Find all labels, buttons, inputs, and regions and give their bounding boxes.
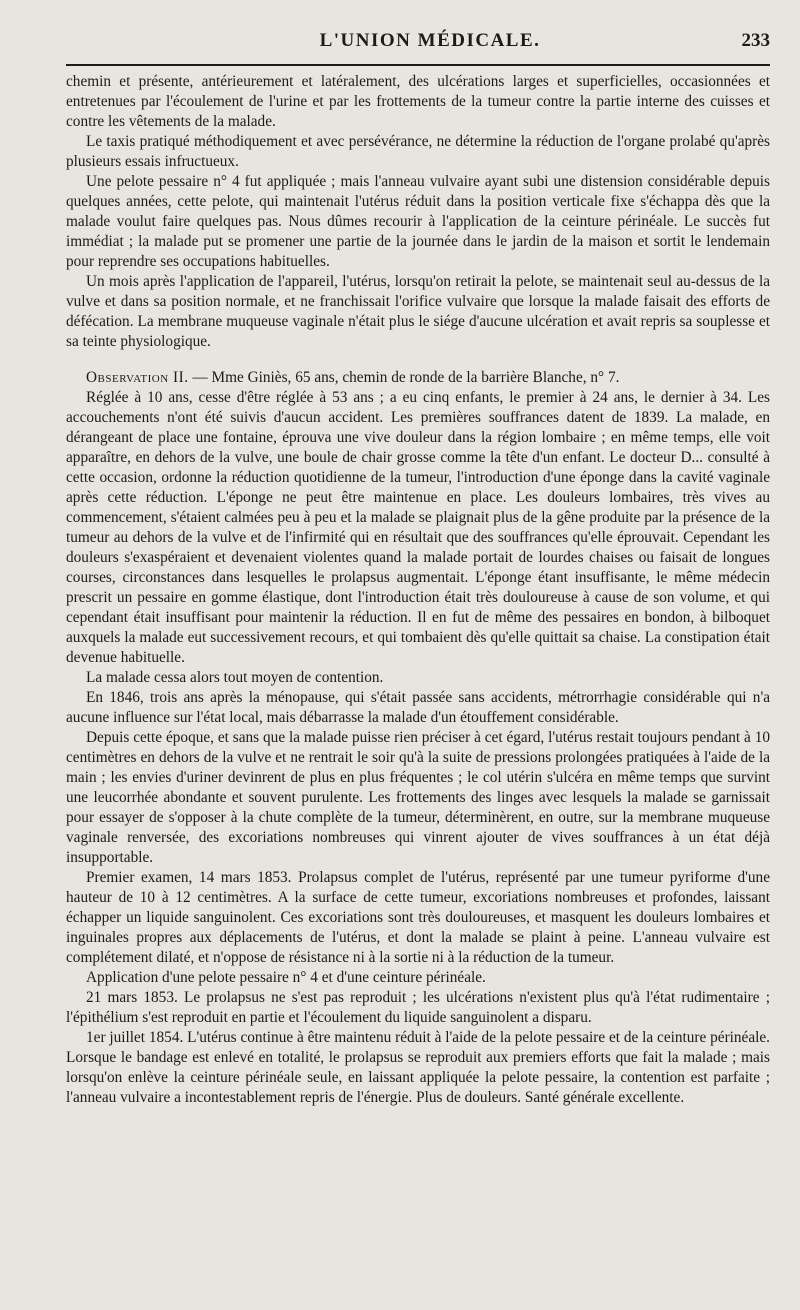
observation-intro: — Mme Giniès, 65 ans, chemin de ronde de la barrière Blanche, n° 7. bbox=[188, 369, 620, 386]
paragraph: Depuis cette époque, et sans que la malade puisse rien préciser à cet égard, l'utérus restait toujours pendant à 10 centimètres en dehors de la vulve et ne rentrait le soir qu'à la suite de pressions prolongées pratiquées à l'aide de la main ; les envies d'uriner devinrent de plus en plus fréquentes ; le col utérin s'ulcéra en même temps que survint une leucorrhée abondante et souvent purulente. Les frottements des linges avec lesquels la malade se garnissait pour essayer de s'opposer à la chute complète de la tumeur, déterminèrent, en outre, sur la membrane muqueuse vaginale renversée, des excoriations nombreuses qui vinrent ajouter de vives souffrances à un état déjà insupportable. bbox=[66, 729, 770, 866]
observation-title: Observation II. bbox=[86, 369, 189, 386]
paragraph: Un mois après l'application de l'appareil, l'utérus, lorsqu'on retirait la pelote, se maintenait seul au-dessus de la vulve et dans sa position normale, et ne franchissait l'orifice vulvaire que lorsque la malade faisait des efforts de défécation. La membrane muqueuse vaginale n'était plus le siége d'aucune ulcération et avait repris sa souplesse et sa teinte physiologique. bbox=[66, 273, 770, 350]
page-number: 233 bbox=[741, 30, 770, 51]
observation-heading bbox=[66, 368, 770, 388]
paragraph: Le taxis pratiqué méthodiquement et avec persévérance, ne détermine la réduction de l'organe prolabé qu'après plusieurs essais infructueux. bbox=[66, 133, 770, 170]
page-header bbox=[66, 22, 770, 62]
paragraph: Premier examen, 14 mars 1853. Prolapsus complet de l'utérus, représenté par une tumeur pyriforme d'une hauteur de 10 à 12 centimètres. A la surface de cette tumeur, excoriations nombreuses et profondes, laissant échapper un liquide sanguinolent. Ces excoriations sont très douloureuses, et masquent les douleurs lombaires et inguinales propres aux déplacements de l'utérus, et dont la malade se plaint à peine. L'anneau vulvaire est complétement dilaté, et n'oppose de résistance ni à la sortie ni à la réduction de la tumeur. bbox=[66, 869, 770, 966]
running-title: L'UNION MÉDICALE. bbox=[319, 30, 541, 51]
paragraph: Réglée à 10 ans, cesse d'être réglée à 53 ans ; a eu cinq enfants, le premier à 24 ans, le dernier à 34. Les accouchements n'ont été suivis d'aucun accident. Les premières souffrances datent de 1839. La malade, en dérangeant de place une fontaine, éprouva une vive douleur dans la région lombaire ; en même temps, elle voit apparaître, en dehors de la vulve, une boule de chair grosse comme la tête d'un enfant. Le docteur D... consulté à cette occasion, ordonne la réduction quotidienne de la tumeur, l'introduction d'une éponge dans la cavité vaginale après cette réduction. L'éponge ne peut être maintenue en place. Les douleurs lombaires, très vives au commencement, s'étaient calmées peu à peu et la malade se plaignait plus de la gêne produite par la présence de la tumeur au dehors de la vulve et de l'infirmité qui en résultait que des souffrances qu'elle éprouvait. Cependant les douleurs s'exaspéraient et devenaient violentes quand la malade portait de lourdes chaises ou faisait de longues courses, circonstances dans lesquelles le prolapsus augmentait. L'éponge étant insuffisante, le même médecin prescrit un pessaire en gomme élastique, dont l'introduction était très douloureuse à cause de son volume, et qui cependant était insuffisant pour maintenir la réduction. Il en fut de même des pessaires en bondon, à bilboquet auxquels la malade eut successivement recours, et qui tombaient dès qu'elle quittait sa chaise. La constipation était devenue habituelle. bbox=[66, 389, 770, 666]
header-rule bbox=[66, 64, 770, 66]
body-text bbox=[66, 72, 770, 1108]
paragraph: 1er juillet 1854. L'utérus continue à être maintenu réduit à l'aide de la pelote pessaire et de la ceinture périnéale. Lorsque le bandage est enlevé en totalité, le prolapsus se reproduit aux premiers efforts que fait la malade ; mais lorsqu'on enlève la ceinture périnéale seule, en laissant appliquée la pelote pessaire, la contention est parfaite ; l'anneau vulvaire a incontestablement repris de l'énergie. Plus de douleurs. Santé générale excellente. bbox=[66, 1029, 770, 1106]
paragraph: Application d'une pelote pessaire n° 4 et d'une ceinture périnéale. bbox=[86, 969, 486, 986]
paragraph: Une pelote pessaire n° 4 fut appliquée ; mais l'anneau vulvaire ayant subi une distension considérable depuis quelques années, cette pelote, qui maintenait l'utérus réduit dans la position verticale fixe s'échappa dès que la malade voulut faire quelques pas. Nous dûmes recourir à l'application de la ceinture périnéale. Le succès fut immédiat ; la malade put se promener une partie de la journée dans le jardin de la maison et sortit le lendemain pour reprendre ses occupations habituelles. bbox=[66, 173, 770, 270]
paragraph: 21 mars 1853. Le prolapsus ne s'est pas reproduit ; les ulcérations n'existent plus qu'à l'état rudimentaire ; l'épithélium s'est reproduit en partie et l'écoulement du liquide sanguinolent a disparu. bbox=[66, 989, 770, 1026]
paragraph: La malade cessa alors tout moyen de contention. bbox=[86, 669, 384, 686]
paragraph: En 1846, trois ans après la ménopause, qui s'était passée sans accidents, métrorrhagie considérable qui n'a aucune influence sur l'état local, mais débarrasse la malade d'un étouffement considérable. bbox=[66, 689, 770, 726]
paragraph: chemin et présente, antérieurement et latéralement, des ulcérations larges et superficielles, occasionnées et entretenues par l'écoulement de l'urine et par les frottements de la tumeur contre la partie interne des cuisses et contre les vêtements de la malade. bbox=[66, 73, 770, 130]
